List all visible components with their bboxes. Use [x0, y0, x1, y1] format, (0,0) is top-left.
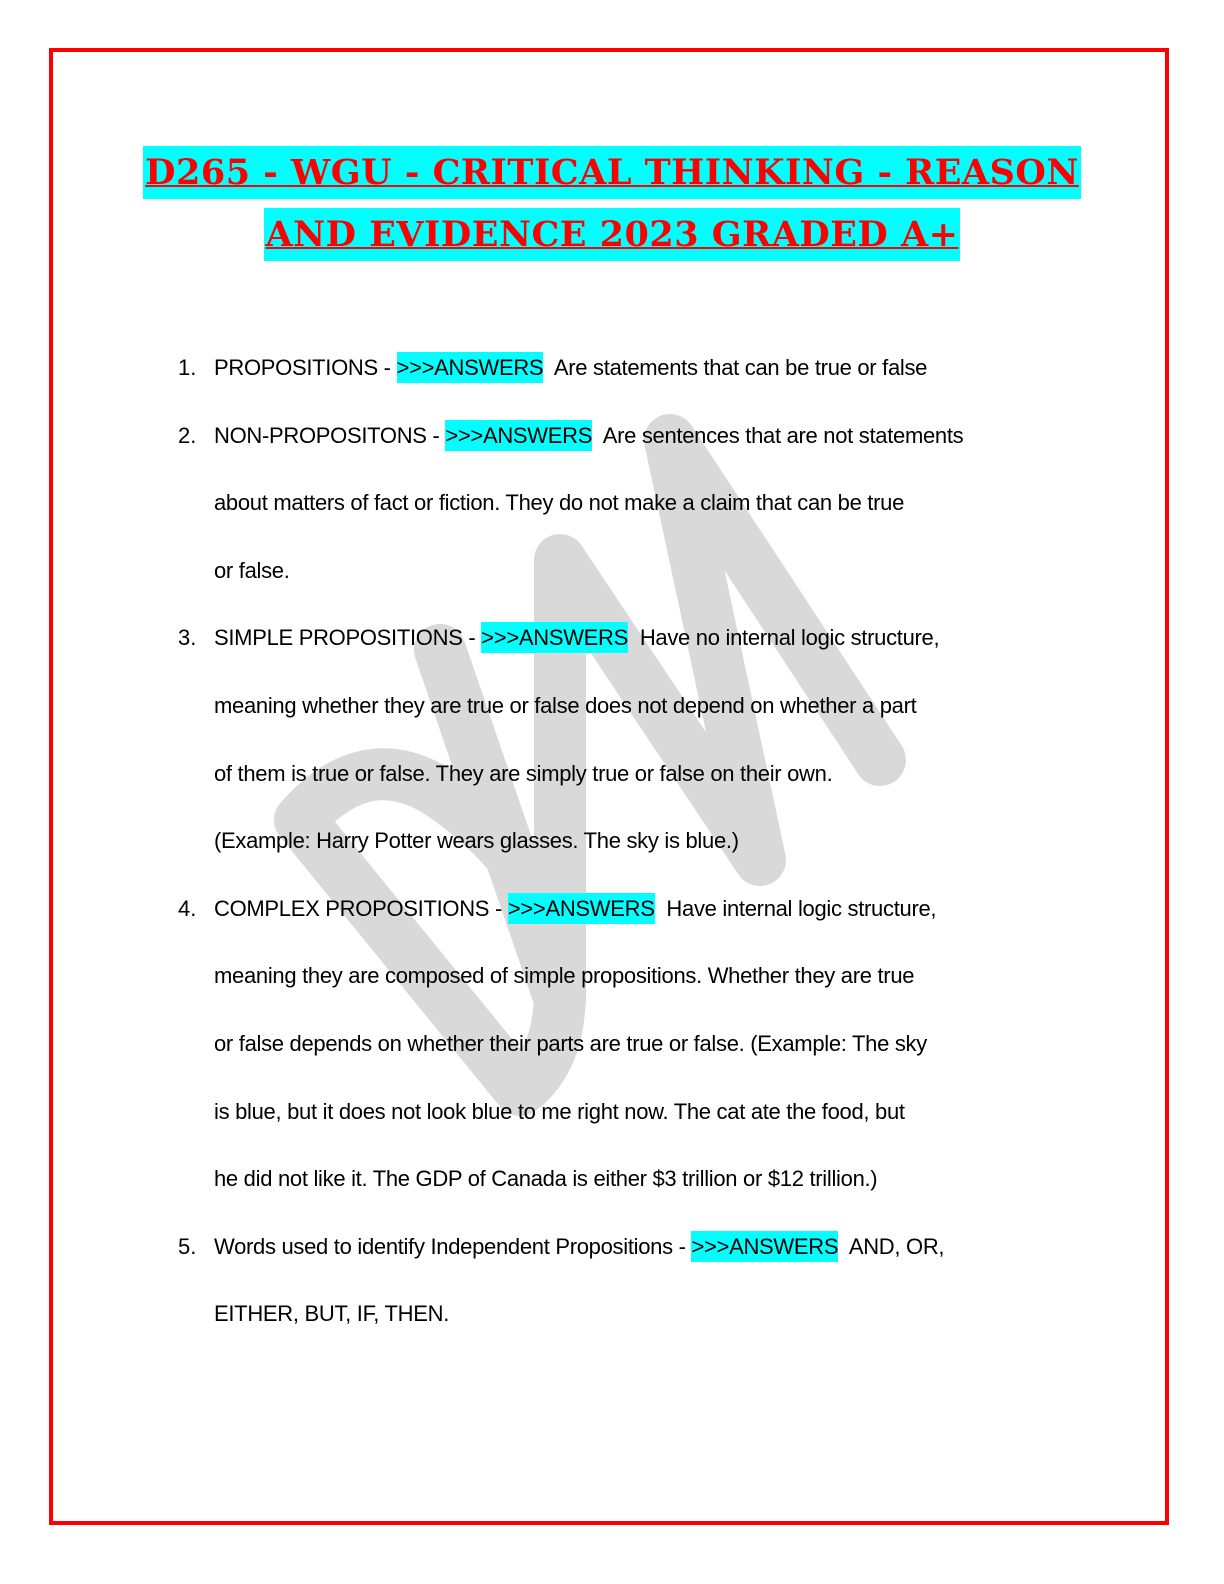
- list-item-line: [214, 423, 963, 449]
- item-number: 2.: [178, 422, 197, 448]
- item-answer-text: Are statements that can be true or false: [549, 355, 928, 380]
- list-item-line: [214, 355, 927, 381]
- answer-marker: >>>ANSWERS: [445, 420, 592, 451]
- item-term: COMPLEX PROPOSITIONS -: [214, 895, 508, 921]
- item-continuation-line: about matters of fact or fiction. They do not make a claim that can be true: [214, 490, 905, 516]
- item-term: Words used to identify Independent Propositions -: [214, 1233, 692, 1259]
- item-answer-text: Have internal logic structure,: [660, 895, 937, 921]
- item-continuation-line: or false.: [214, 557, 290, 583]
- list-item-line: [214, 1234, 944, 1260]
- item-continuation-line: meaning they are composed of simple propositions. Whether they are true: [214, 963, 915, 989]
- item-answer-text: Are sentences that are not statements: [598, 422, 964, 448]
- document-title-line-1: D265 - WGU - CRITICAL THINKING - REASON: [0, 152, 1224, 193]
- list-item-line: [214, 896, 936, 922]
- item-continuation-line: he did not like it. The GDP of Canada is either $3 trillion or $12 trillion.): [214, 1166, 878, 1192]
- item-term: NON-PROPOSITONS -: [214, 422, 446, 448]
- item-answer-text: Have no internal logic structure,: [634, 625, 940, 651]
- item-continuation-line: (Example: Harry Potter wears glasses. The sky is blue.): [214, 828, 739, 854]
- item-continuation-line: is blue, but it does not look blue to me right now. The cat ate the food, but: [214, 1098, 905, 1124]
- item-term: SIMPLE PROPOSITIONS -: [214, 625, 482, 651]
- answer-marker: >>>ANSWERS: [508, 893, 655, 924]
- answer-marker: >>>ANSWERS: [397, 352, 544, 383]
- document-title-line-2: AND EVIDENCE 2023 GRADED A+: [0, 214, 1224, 255]
- answer-marker: >>>ANSWERS: [481, 622, 628, 653]
- item-continuation-line: EITHER, BUT, IF, THEN.: [214, 1301, 450, 1327]
- item-continuation-line: or false depends on whether their parts are true or false. (Example: The sky: [214, 1031, 927, 1056]
- item-number: 5.: [178, 1233, 197, 1259]
- item-continuation-line: meaning whether they are true or false does not depend on whether a part: [214, 693, 917, 718]
- item-term: PROPOSITIONS -: [214, 355, 397, 380]
- list-item-line: [214, 625, 939, 651]
- item-answer-text: AND, OR,: [844, 1233, 945, 1259]
- answer-marker: >>>ANSWERS: [691, 1231, 838, 1262]
- item-continuation-line: of them is true or false. They are simply true or false on their own.: [214, 760, 833, 786]
- item-number: 4.: [178, 895, 197, 921]
- item-number: 3.: [178, 625, 197, 651]
- item-number: 1.: [178, 355, 197, 380]
